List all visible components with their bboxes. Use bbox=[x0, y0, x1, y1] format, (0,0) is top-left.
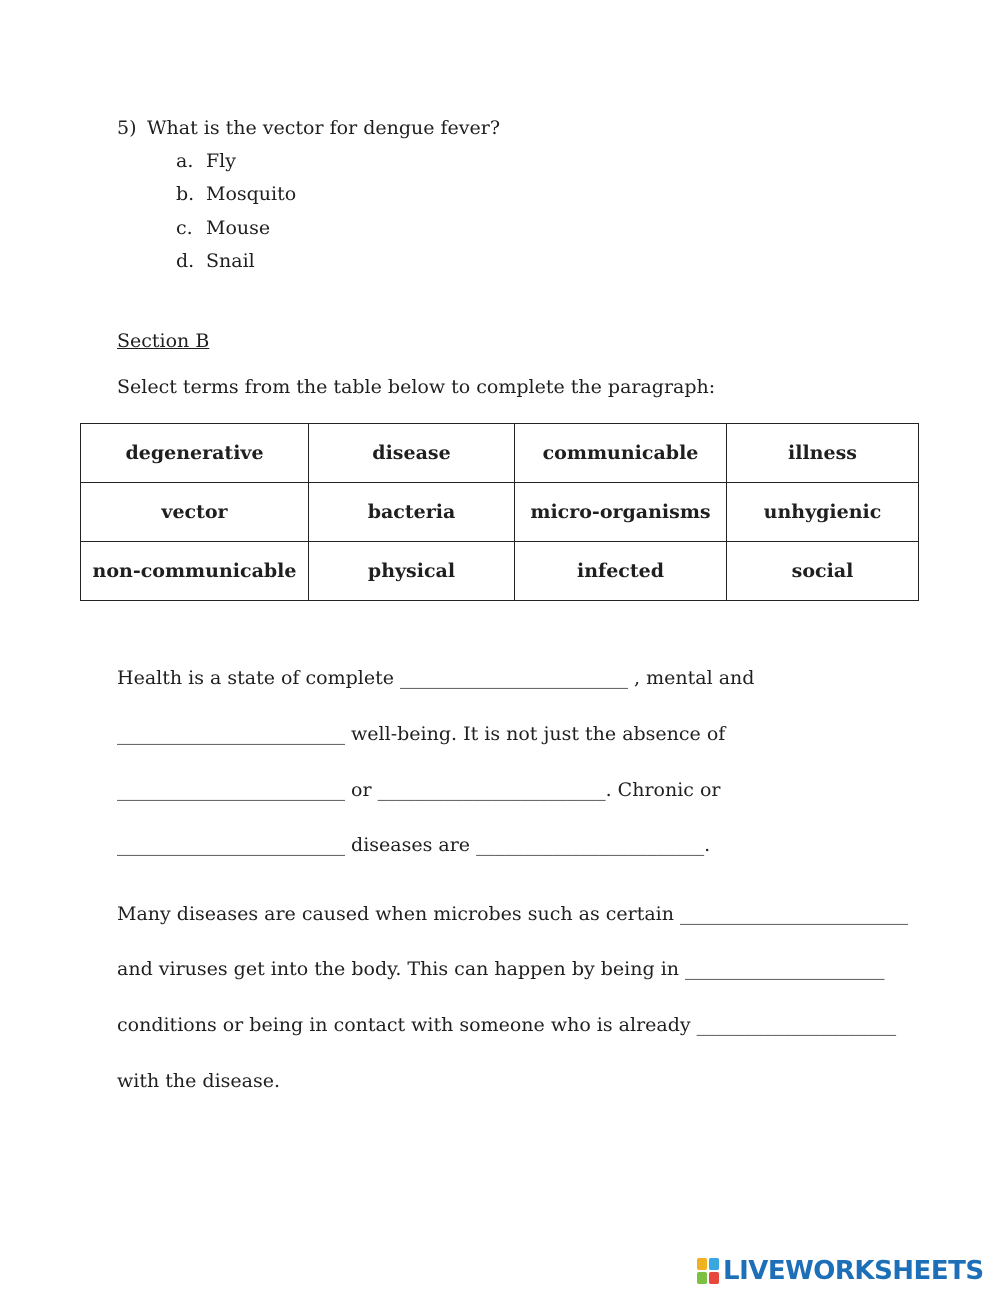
option-letter: d. bbox=[176, 249, 195, 272]
section-instruction: Select terms from the table below to complete the paragraph: bbox=[117, 376, 716, 398]
paragraph-line[interactable]: Many diseases are caused when microbes such as certain ________________________ bbox=[117, 903, 909, 925]
term-cell: physical bbox=[309, 542, 515, 601]
option-text: Snail bbox=[206, 249, 255, 272]
paragraph-line[interactable]: ________________________ diseases are ________________________. bbox=[117, 834, 711, 856]
term-cell: infected bbox=[515, 542, 727, 601]
paragraph-line[interactable]: ________________________ or ________________________. Chronic or bbox=[117, 779, 721, 801]
option-text: Mosquito bbox=[206, 183, 297, 206]
term-cell: illness bbox=[727, 424, 919, 483]
term-cell: communicable bbox=[515, 424, 727, 483]
paragraph-line[interactable]: conditions or being in contact with someone who is already _____________________ bbox=[117, 1014, 897, 1036]
paragraph-line[interactable]: and viruses get into the body. This can happen by being in _____________________ bbox=[117, 958, 885, 980]
option-c[interactable] bbox=[176, 216, 296, 249]
term-cell: degenerative bbox=[81, 424, 309, 483]
option-b[interactable] bbox=[176, 182, 296, 215]
option-a[interactable] bbox=[176, 149, 296, 182]
option-letter: c. bbox=[176, 216, 193, 239]
section-title: Section B bbox=[117, 330, 210, 352]
option-d[interactable] bbox=[176, 249, 296, 282]
logo-text: LIVEWORKSHEETS bbox=[723, 1256, 984, 1286]
question-number: 5) bbox=[117, 117, 137, 139]
logo-tiles-icon bbox=[697, 1258, 719, 1284]
paragraph-line: with the disease. bbox=[117, 1070, 281, 1092]
option-text: Fly bbox=[206, 150, 236, 172]
term-cell: social bbox=[727, 542, 919, 601]
paragraph-line[interactable]: Health is a state of complete ________________________ , mental and bbox=[117, 667, 755, 689]
terms-table bbox=[80, 423, 919, 601]
term-cell: bacteria bbox=[309, 483, 515, 542]
paragraph-line[interactable]: ________________________ well-being. It is not just the absence of bbox=[117, 723, 726, 745]
liveworksheets-logo bbox=[697, 1256, 984, 1286]
option-letter: a. bbox=[176, 150, 194, 172]
term-cell: vector bbox=[81, 483, 309, 542]
answer-options bbox=[176, 149, 296, 282]
option-letter: b. bbox=[176, 183, 195, 206]
question-5 bbox=[117, 116, 500, 140]
table-row bbox=[81, 542, 919, 601]
term-cell: disease bbox=[309, 424, 515, 483]
term-cell: unhygienic bbox=[727, 483, 919, 542]
table-row bbox=[81, 483, 919, 542]
term-cell: micro-organisms bbox=[515, 483, 727, 542]
table-row bbox=[81, 424, 919, 483]
option-text: Mouse bbox=[206, 216, 271, 239]
question-text: What is the vector for dengue fever? bbox=[147, 117, 501, 139]
term-cell: non-communicable bbox=[81, 542, 309, 601]
